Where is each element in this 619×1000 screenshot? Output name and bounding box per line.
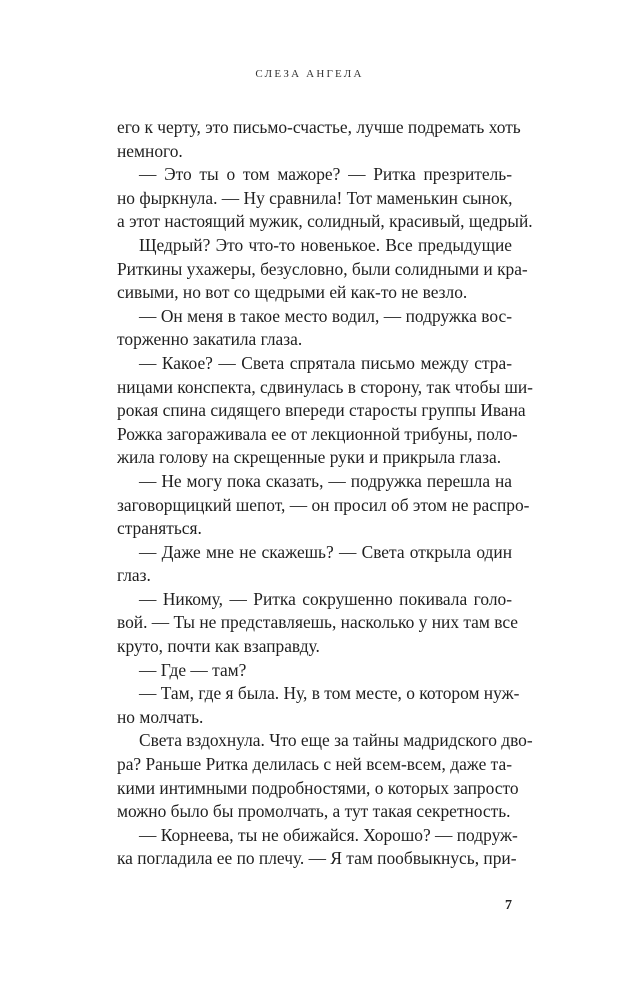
- text-line: кими интимными подробностями, о которых запросто: [117, 777, 519, 798]
- text-line: — Никому, — Ритка сокрушенно покивала голо-: [139, 588, 512, 609]
- text-line: — Какое? — Света спрятала письмо между стра-: [139, 352, 512, 373]
- text-line: но молчать.: [117, 706, 204, 727]
- text-line: торженно закатила глаза.: [117, 329, 303, 350]
- text-line: — Это ты о том мажоре? — Ритка презритель-: [139, 164, 512, 185]
- text-line: вой. — Ты не представляешь, насколько у них там все: [117, 612, 519, 633]
- body-text: [117, 116, 533, 871]
- text-line: — Даже мне не скажешь? — Света открыла один: [139, 541, 512, 562]
- text-line: ка погладила ее по плечу. — Я там пообвыкнусь, при-: [117, 848, 517, 869]
- text-line: — Где — там?: [139, 659, 247, 680]
- page-number: 7: [505, 898, 512, 913]
- text-line: ра? Раньше Ритка делилась с ней всем-всем, даже та-: [117, 754, 512, 775]
- text-line: — Не могу пока сказать, — подружка перешла на: [139, 470, 512, 491]
- text-line: глаз.: [117, 565, 151, 586]
- text-line: рокая спина сидящего впереди старосты группы Ивана: [117, 400, 526, 421]
- running-head: СЛЕЗА АНГЕЛА: [255, 68, 364, 80]
- text-line: Риткины ухажеры, безусловно, были солидными и кра-: [117, 258, 528, 279]
- text-line: а этот настоящий мужик, солидный, красивый, щедрый.: [117, 211, 533, 232]
- text-line: немного.: [117, 140, 183, 161]
- text-line: его к черту, это письмо-счастье, лучше подремать хоть: [117, 117, 521, 137]
- text-line: жила голову на скрещенные руки и прикрыла глаза.: [117, 447, 502, 468]
- text-line: заговорщицкий шепот, — он просил об этом не распро-: [117, 494, 530, 515]
- text-line: но фыркнула. — Ну сравнила! Тот маменькин сынок,: [117, 187, 513, 208]
- text-line: можно было бы промолчать, а тут такая секретность.: [117, 801, 511, 822]
- text-line: ницами конспекта, сдвинулась в сторону, так чтобы ши-: [117, 376, 533, 397]
- text-line: — Там, где я была. Ну, в том месте, о котором нуж-: [139, 683, 520, 704]
- text-line: Рожка загораживала ее от лекционной трибуны, поло-: [117, 423, 518, 444]
- text-line: страняться.: [117, 518, 202, 539]
- text-line: — Корнеева, ты не обижайся. Хорошо? — подруж-: [139, 824, 518, 845]
- text-line: Щедрый? Это что-то новенькое. Все предыдущие: [139, 234, 512, 255]
- text-line: сивыми, но вот со щедрыми ей как-то не везло.: [117, 282, 468, 303]
- text-line: Света вздохнула. Что еще за тайны мадридского дво-: [139, 730, 533, 751]
- text-line: — Он меня в такое место водил, — подружка вос-: [139, 305, 512, 326]
- text-line: круто, почти как взаправду.: [117, 636, 320, 657]
